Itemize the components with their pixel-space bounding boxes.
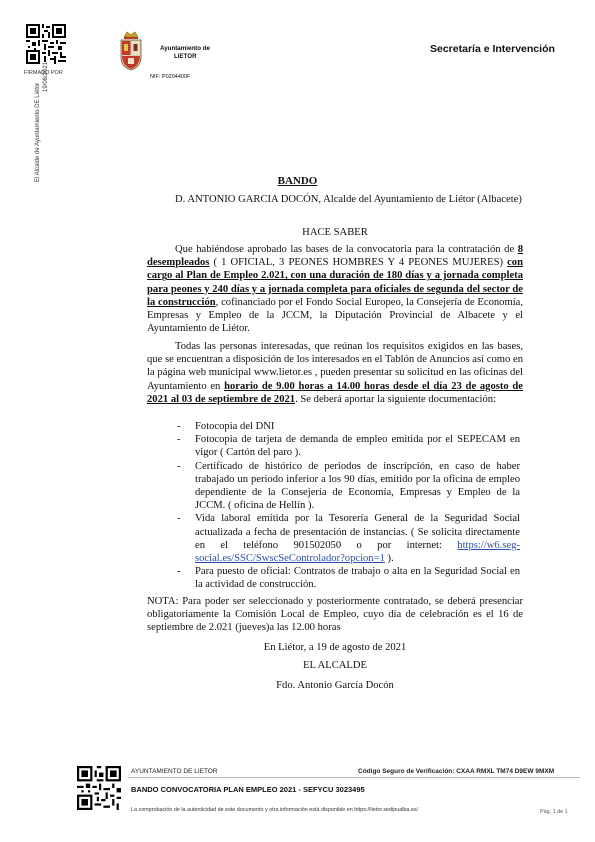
org-name-line1: Ayuntamiento de	[160, 45, 210, 52]
p2-b: horario de 9.00 horas a 14.00 horas desde el día 23 de agosto de 2021 al 03 de septiembre de 2021	[147, 380, 523, 405]
signature-line: Fdo. Antonio García Docón	[276, 680, 394, 691]
doc-vida-laboral-end: ).	[384, 553, 394, 565]
doc-oficial: Para puesto de oficial: Contratos de trabajo o alta en la Seguridad Social en la actividad de construcción.	[195, 566, 520, 591]
footer-page-number: Pág. 1 de 1	[540, 809, 568, 815]
p1-e: , cofinanciado por el Fondo Social Europeo, la Consejería de Economía, Empresas y Empleo de la JCCM, la Diputación Provincial de Albacete y el Ayuntamiento de Liétor.	[147, 296, 523, 335]
p1-b: 8 desempleados	[147, 244, 523, 269]
documentation-list	[177, 420, 520, 592]
nota-paragraph	[147, 595, 523, 635]
p2-c: . Se deberá aportar la siguiente documentación:	[295, 393, 497, 405]
footer-verify: La comprobación de la autenticidad de este documento y otra información está disponible en https://lietor.sedipualba.es/	[131, 807, 419, 813]
place-date: En Liétor, a 19 de agosto de 2021	[263, 642, 407, 653]
doc-certificado: Certificado de histórico de periodos de inscripción, en caso de haber trabajado un periodo inferior a los 90 días, emitido por la oficina de empleo dependiente de la Consejería de Economía, Empresas y Empleo de la JCCM. ( oficina de Hellín ).	[195, 460, 520, 512]
side-signature-text	[34, 62, 50, 182]
qr-code-footer	[77, 766, 121, 810]
p1-a: Que habiéndose aprobado las bases de la convocatoria para la contratación de	[175, 244, 518, 255]
footer-doc-title: BANDO CONVOCATORIA PLAN EMPLEO 2021 - SEFYCU 3023495	[131, 785, 365, 794]
doc-sepecam: Fotocopia de tarjeta de demanda de empleo emitida por el SEPECAM en vigor ( Cartón del paro ).	[195, 434, 520, 459]
p2-a: Todas las personas interesadas, que reúnan los requisitos exigidos en las bases, que se encuentran a disposición de los interesados en el Tablón de Anuncios así como en la página web municipal www.lietor.es , pueden presentar su solicitud en las oficinas del Ayuntamiento en	[147, 341, 523, 392]
list-item	[177, 565, 520, 591]
list-item	[177, 460, 520, 513]
footer-csv: Código Seguro de Verificación: CXAA RMXL TM74 D9EW 9MXM	[358, 768, 555, 775]
list-item	[177, 420, 520, 433]
signer-role: EL ALCALDE	[302, 660, 368, 671]
footer-divider	[128, 777, 580, 778]
hace-saber-heading: HACE SABER	[302, 227, 368, 238]
org-name-line2: LIETOR	[174, 53, 197, 60]
doc-vida-laboral: Vida laboral emitida por la Tesorería General de la Seguridad Social actualizada a fecha de presentación de instancias. ( Se solicita directamente en el teléfono 901502050 o por internet:	[195, 513, 520, 551]
coat-of-arms-logo	[118, 29, 144, 71]
intro-paragraph	[147, 193, 523, 206]
list-item	[177, 512, 520, 565]
nota-text: NOTA: Para poder ser seleccionado y posteriormente contratado, se deberá presenciar obligatoriamente la Comisión Local de Empleo, cuyo día de celebración es el 16 de septiembre de 2.021 (jueves)a las 12.00 horas	[147, 596, 523, 634]
list-item	[177, 433, 520, 459]
paragraph-solicitud	[147, 340, 523, 406]
p1-c: ( 1 OFICIAL, 3 PEONES HOMBRES Y 4 PEONES MUJERES)	[209, 257, 508, 269]
paragraph-convocatoria	[147, 243, 523, 335]
seg-social-link[interactable]: https://w6.seg-social.es/SSC/SwscSeControlador?opcion=1	[195, 539, 520, 565]
document-title: BANDO	[277, 175, 318, 187]
p1-d: con cargo al Plan de Empleo 2.021, con una duración de 180 días y a jornada completa para peones y 240 días y a jornada completa para oficiales de segunda del sector de la construcción	[147, 257, 523, 308]
qr-code-top	[26, 24, 66, 64]
firmado-label: FIRMADO POR	[24, 70, 63, 76]
department-header: Secretaría e Intervención	[430, 43, 555, 55]
intro-text: D. ANTONIO GARCIA DOCÓN, Alcalde del Ayuntamiento de Liétor (Albacete)	[175, 194, 522, 205]
doc-dni: Fotocopia del DNI	[195, 421, 275, 432]
footer-org: AYUNTAMIENTO DE LIETOR	[131, 768, 218, 775]
nif-label: NIF: P0204400F	[150, 74, 191, 80]
side-date: 19/08/2021	[43, 61, 49, 92]
side-signer: El Alcalde de Ayuntamiento DE Liétor	[35, 82, 41, 182]
